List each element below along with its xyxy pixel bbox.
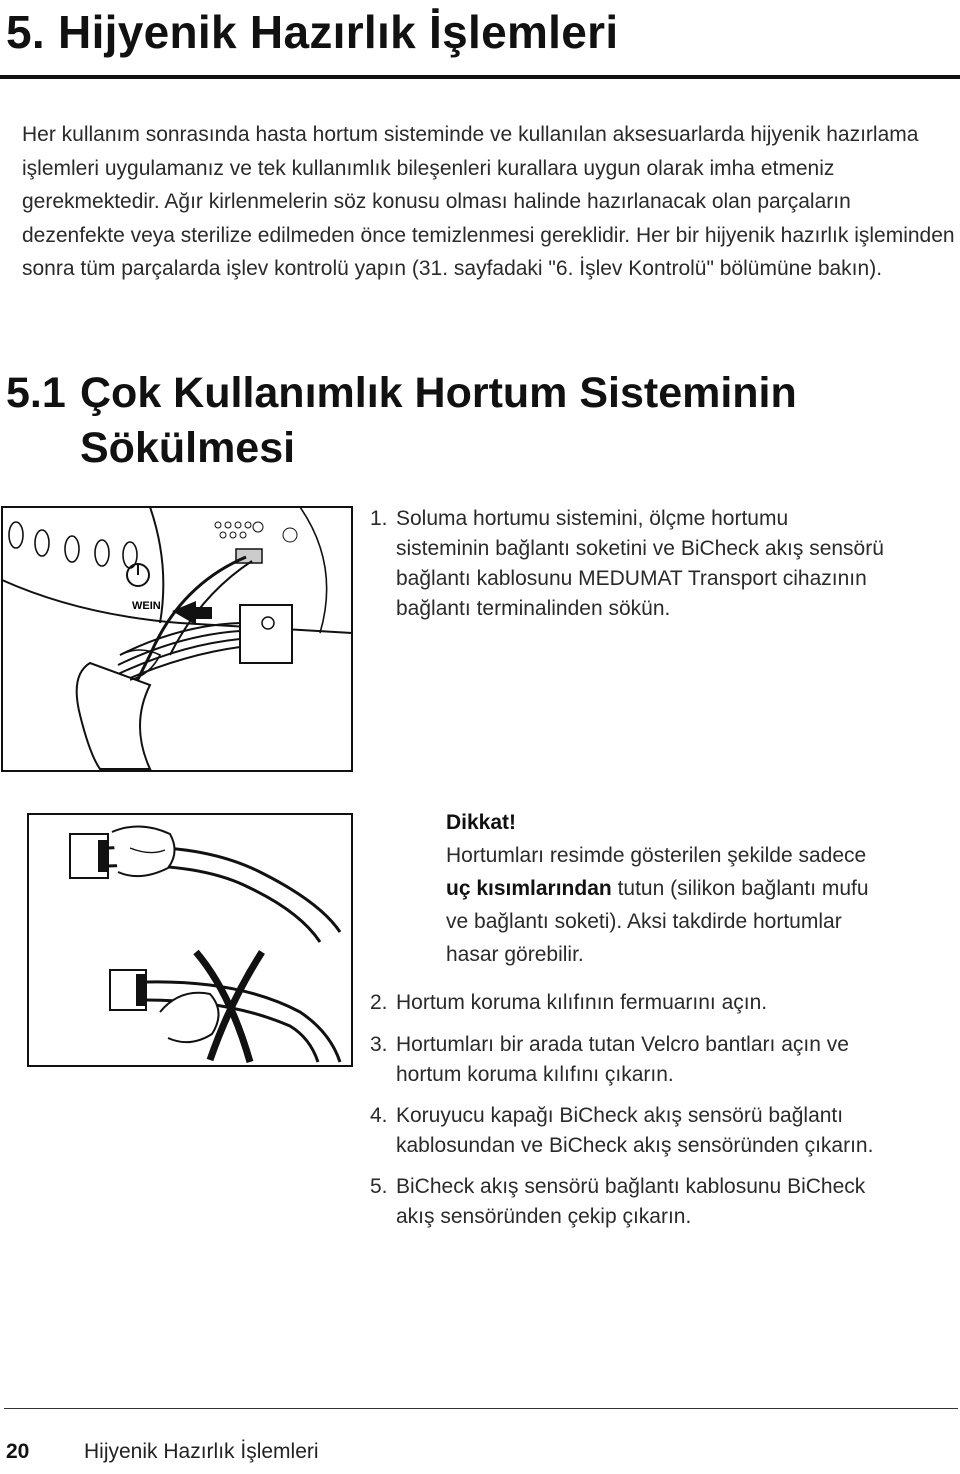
step-number: 4. [370, 1104, 388, 1127]
page-number: 20 [6, 1440, 30, 1463]
step-line: akış sensöründen çekip çıkarın. [396, 1205, 692, 1228]
section-number: 5.1 [6, 369, 66, 417]
step-line: hortum koruma kılıfını çıkarın. [396, 1063, 674, 1086]
step-number: 3. [370, 1033, 388, 1056]
intro-paragraph: Her kullanım sonrasında hasta hortum sisteminde ve kullanılan aksesuarlarda hijyenik hazırlama işlemleri uygulamanız ve tek kullanımlık bileşenleri kurallara uygun olarak imha etmeniz gerekmektedir. Ağır kirlenmelerin söz konusu olması halinde hazırlanacak olan parçaların dezenfekte veya sterilize edilmeden önce temizlenmesi gereklidir. Her bir hijyenik hazırlık işleminden sonra tüm parçalarda işlev kontrolü yapın (31. sayfadaki "6. İşlev Kontrolü" bölümüne bakın). [22, 123, 955, 280]
figure-device-connection [0, 505, 356, 773]
caution-line: ve bağlantı soketi). Aksi takdirde hortumlar [446, 910, 842, 933]
caution-note [446, 806, 946, 971]
step-number: 1. [370, 507, 388, 530]
page-title: 5. Hijyenik Hazırlık İşlemleri [6, 6, 619, 58]
step-number: 2. [370, 991, 388, 1014]
step-text [396, 988, 767, 1018]
section-title-line2: Sökülmesi [80, 424, 296, 472]
figure-hose-handling [0, 812, 356, 1070]
step-text [396, 1030, 849, 1090]
step-text [396, 1101, 873, 1161]
step-line: sisteminin bağlantı soketini ve BiCheck akış sensörü [396, 537, 884, 560]
section-title-line1: Çok Kullanımlık Hortum Sisteminin [80, 369, 797, 417]
title-rule [0, 75, 960, 79]
device-illustration [0, 505, 356, 773]
step-text [396, 504, 884, 624]
caution-line: Hortumları resimde gösterilen şekilde sadece [446, 844, 867, 867]
step-number: 5. [370, 1175, 388, 1198]
caution-emphasis: uç kısımlarından [446, 877, 612, 900]
caution-line: hasar görebilir. [446, 943, 584, 966]
step-line: Koruyucu kapağı BiCheck akış sensörü bağlantı [396, 1104, 844, 1127]
device-label: WEIN [132, 600, 161, 612]
step-line: bağlantı kablosunu MEDUMAT Transport cihazının [396, 567, 867, 590]
step-line: kablosundan ve BiCheck akış sensöründen çıkarın. [396, 1134, 874, 1157]
caution-line: uç kısımlarından tutun (silikon bağlantı mufu [446, 877, 869, 900]
step-text [396, 1172, 865, 1232]
step-line: bağlantı terminalinden sökün. [396, 597, 671, 620]
footer-rule [4, 1408, 958, 1409]
step-line: Hortumları bir arada tutan Velcro bantları açın ve [396, 1033, 849, 1056]
step-line: Soluma hortumu sistemini, ölçme hortumu [396, 507, 789, 530]
caution-title: Dikkat! [446, 811, 517, 834]
step-line: Hortum koruma kılıfının fermuarını açın. [396, 991, 768, 1014]
step-line: BiCheck akış sensörü bağlantı kablosunu BiCheck [396, 1175, 866, 1198]
footer-title: Hijyenik Hazırlık İşlemleri [84, 1440, 319, 1463]
hose-handling-illustration [0, 812, 356, 1070]
section-heading [6, 366, 797, 476]
